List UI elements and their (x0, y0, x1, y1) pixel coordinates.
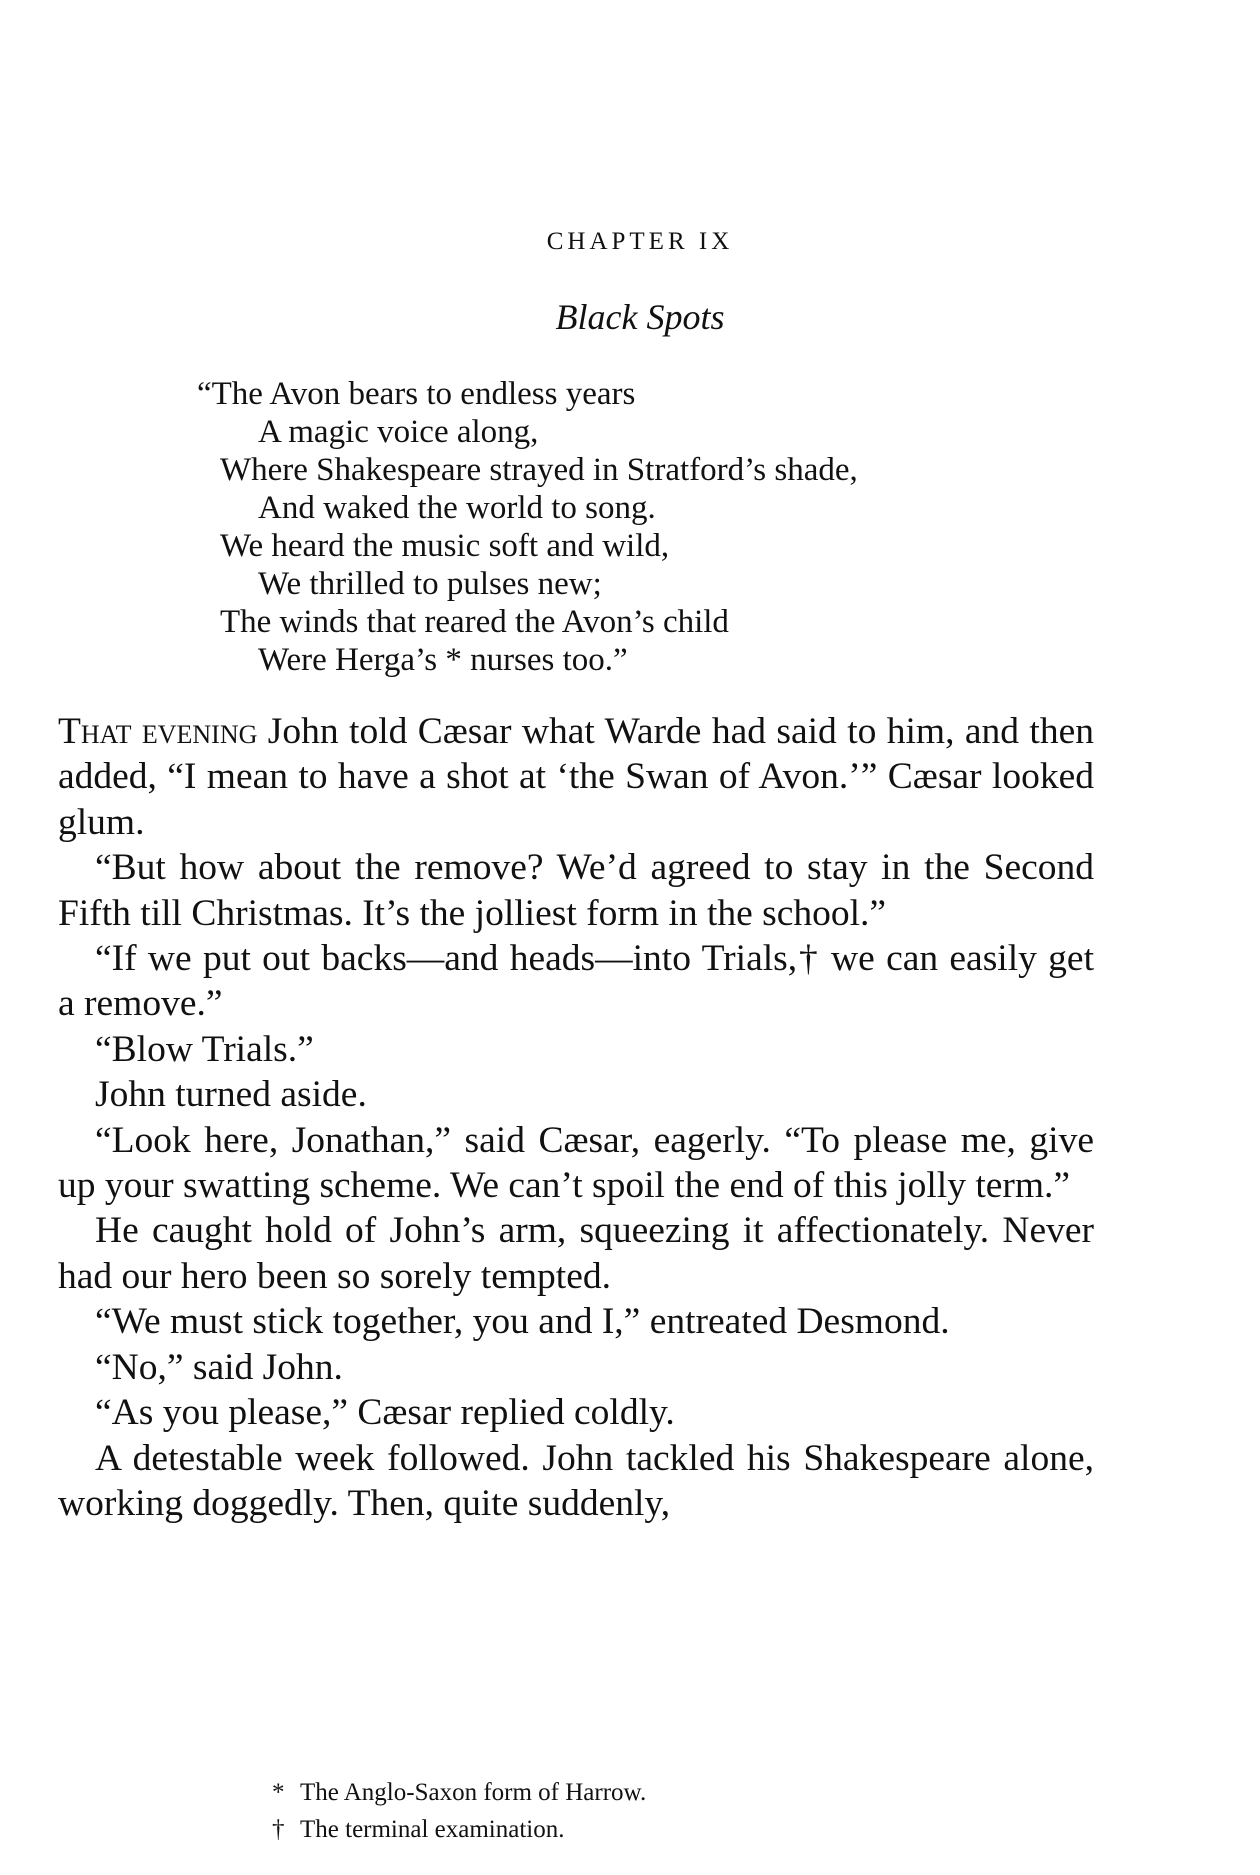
footnote-mark: † (272, 1816, 285, 1843)
paragraph: “Look here, Jonathan,” said Cæsar, eagerly. “To please me, give up your swatting scheme. We can’t spoil the end of this jolly term.” (58, 1119, 1094, 1207)
chapter-heading: CHAPTER IX (546, 228, 734, 255)
poem-line: Were Herga’s * nurses too.” (258, 642, 628, 678)
footnote (272, 1811, 646, 1848)
chapter-title: Black Spots (555, 297, 725, 337)
paragraph: “Blow Trials.” (95, 1028, 314, 1070)
poem-line: The winds that reared the Avon’s child (220, 604, 729, 640)
paragraph: A detestable week followed. John tackled his Shakespeare alone, working doggedly. Then, quite suddenly, (58, 1437, 1094, 1524)
poem-line: Where Shakespeare strayed in Stratford’s shade, (220, 452, 858, 488)
paragraph: “As you please,” Cæsar replied coldly. (95, 1392, 675, 1434)
footnotes (272, 1774, 646, 1848)
footnote (272, 1774, 646, 1811)
paragraph: “No,” said John. (95, 1346, 343, 1388)
paragraph: “But how about the remove? We’d agreed to stay in the Second Fifth till Christmas. It’s the jolliest form in the school.” (58, 847, 1094, 934)
opening-paragraph (58, 709, 1094, 845)
poem-line: A magic voice along, (258, 414, 539, 450)
chapter-body (58, 709, 1094, 1526)
opening-text: John told Cæsar what Warde had said to him, and then added, “I mean to have a shot at ‘the Swan of Avon.’” Cæsar looked glum. (58, 711, 1094, 843)
poem-line: We heard the music soft and wild, (220, 528, 670, 564)
paragraph: John turned aside. (95, 1074, 367, 1116)
footnote-mark: * (272, 1779, 285, 1806)
paragraph: He caught hold of John’s arm, squeezing it affectionately. Never had our hero been so sorely tempted. (58, 1210, 1094, 1297)
paragraph: “If we put out backs—and heads—into Trials,† we can easily get a remove.” (58, 938, 1094, 1025)
poem-line: And waked the world to song. (258, 490, 656, 526)
poem-line: We thrilled to pulses new; (258, 566, 602, 602)
opening-words: That evening (58, 711, 258, 752)
paragraph: “We must stick together, you and I,” entreated Desmond. (95, 1301, 950, 1343)
footnote-text: The terminal examination. (300, 1816, 565, 1843)
footnote-text: The Anglo-Saxon form of Harrow. (300, 1779, 647, 1806)
poem-line: “The Avon bears to endless years (197, 376, 636, 412)
